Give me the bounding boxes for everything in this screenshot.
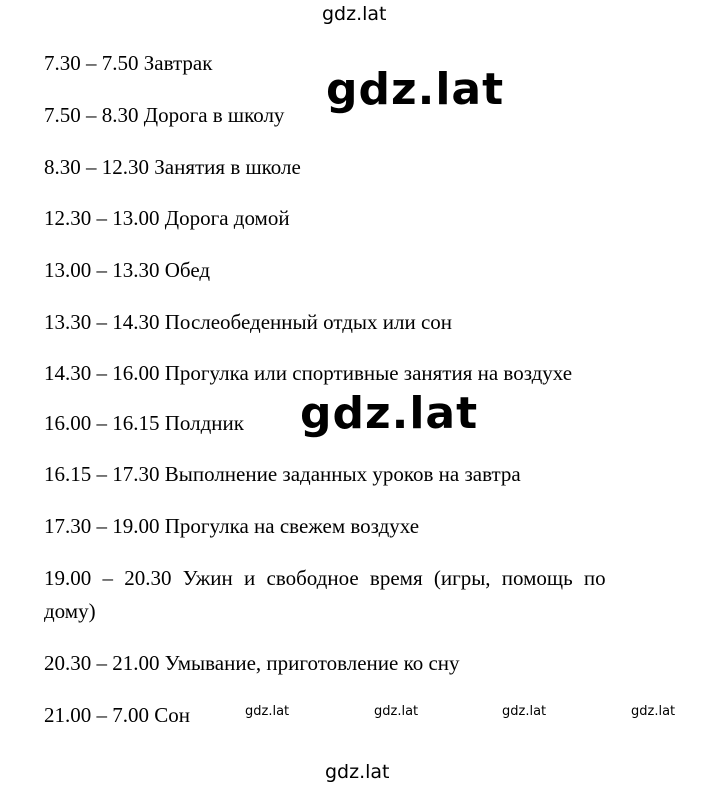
watermark-big-middle: gdz.lat (300, 388, 479, 439)
watermark-tiny-3: gdz.lat (502, 704, 547, 719)
watermark-big-upper: gdz.lat (326, 64, 505, 115)
schedule-line-4: 12.30 – 13.00 Дорога домой (44, 206, 290, 230)
schedule-line-11: 19.00 – 20.30 Ужин и свободное время (игры, помощь по (44, 566, 606, 590)
schedule-line-12: 20.30 – 21.00 Умывание, приготовление ко сну (44, 651, 460, 675)
schedule-line-3: 8.30 – 12.30 Занятия в школе (44, 155, 301, 179)
schedule-line-6: 13.30 – 14.30 Послеобеденный отдых или сон (44, 310, 453, 334)
schedule-line-11-continued: дому) (44, 599, 96, 623)
schedule-line-13: 21.00 – 7.00 Сон (44, 703, 190, 727)
schedule-line-5: 13.00 – 13.30 Обед (44, 258, 211, 282)
schedule-line-8: 16.00 – 16.15 Полдник (44, 411, 244, 435)
schedule-line-10: 17.30 – 19.00 Прогулка на свежем воздухе (44, 514, 420, 538)
watermark-top: gdz.lat (322, 3, 387, 25)
schedule-line-7: 14.30 – 16.00 Прогулка или спортивные занятия на воздухе (44, 361, 573, 385)
watermark-tiny-4: gdz.lat (631, 704, 676, 719)
schedule-line-1: 7.30 – 7.50 Завтрак (44, 51, 213, 75)
schedule-line-9: 16.15 – 17.30 Выполнение заданных уроков на завтра (44, 462, 521, 486)
watermark-bottom: gdz.lat (325, 761, 390, 783)
watermark-tiny-2: gdz.lat (374, 704, 419, 719)
schedule-line-2: 7.50 – 8.30 Дорога в школу (44, 103, 285, 127)
watermark-tiny-1: gdz.lat (245, 704, 290, 719)
